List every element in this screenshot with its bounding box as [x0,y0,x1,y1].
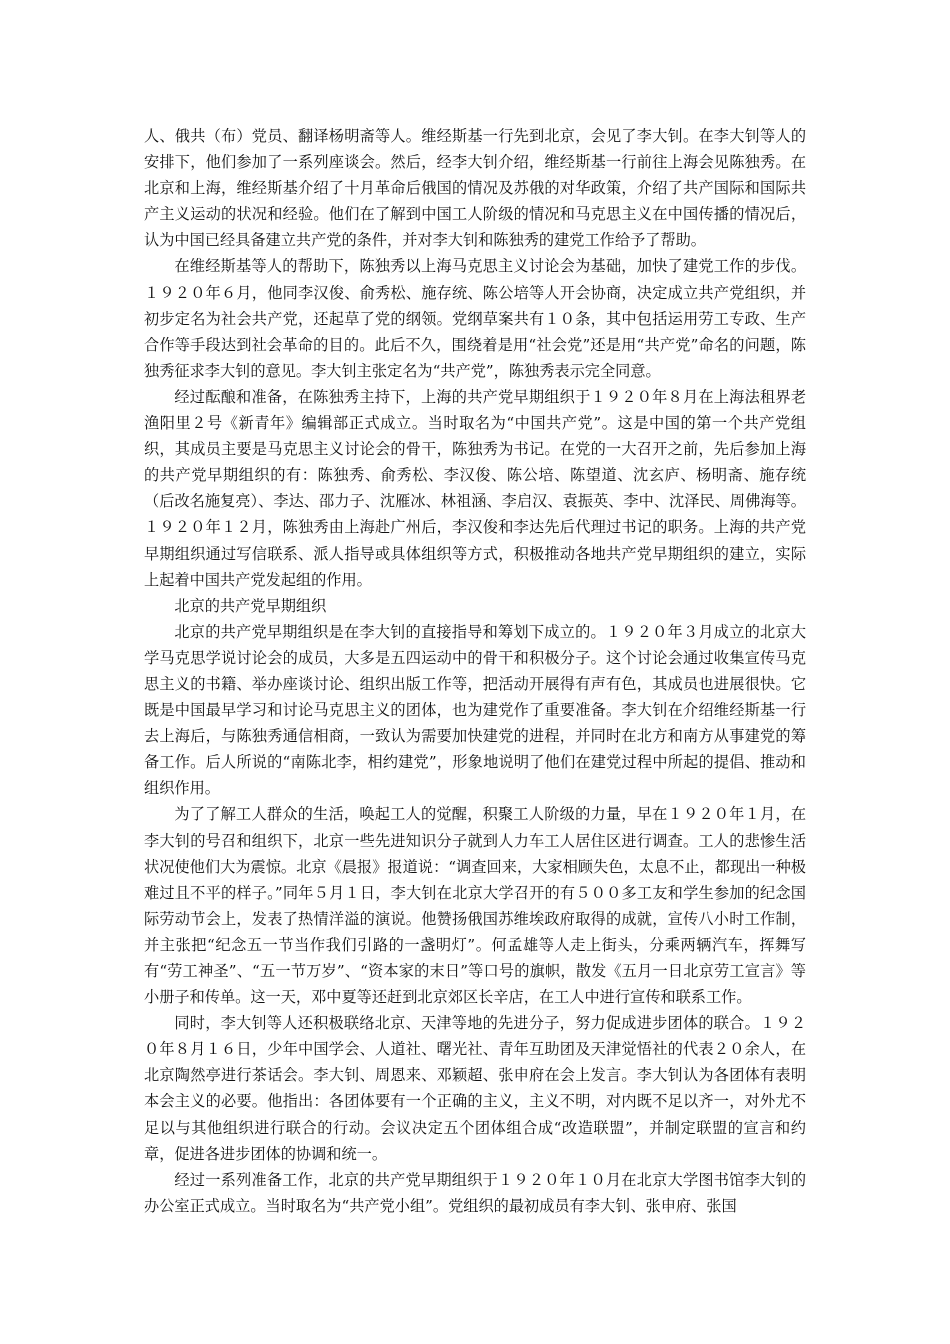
document-body [144,123,806,1219]
paragraph-5: 为了了解工人群众的生活，唤起工人的觉醒，积聚工人阶级的力量，早在１９２０年１月，在李大钊的号召和组织下，北京一些先进知识分子就到人力车工人居住区进行调查。工人的悲惨生活状况使他们大为震惊。北京《晨报》报道说：“调查回来，大家相顾失色，太息不止，都现出一种极难过且不平的样子。”同年５月１日，李大钊在北京大学召开的有５００多工友和学生参加的纪念国际劳动节会上，发表了热情洋溢的演说。他赞扬俄国苏维埃政府取得的成就，宣传八小时工作制，并主张把“纪念五一节当作我们引路的一盏明灯”。何孟雄等人走上街头，分乘两辆汽车，挥舞写有“劳工神圣”、“五一节万岁”、“资本家的末日”等口号的旗帜，散发《五月一日北京劳工宣言》等小册子和传单。这一天，邓中夏等还赶到北京郊区长辛店，在工人中进行宣传和联系工作。 [144,805,806,1007]
paragraph-2: 在维经斯基等人的帮助下，陈独秀以上海马克思主义讨论会为基础，加快了建党工作的步伐。１９２０年６月，他同李汉俊、俞秀松、施存统、陈公培等人开会协商，决定成立共产党组织，并初步定名为社会共产党，还起草了党的纲领。党纲草案共有１０条，其中包括运用劳工专政、生产合作等手段达到社会革命的目的。此后不久，围绕着是用“社会党”还是用“共产党”命名的问题，陈独秀征求李大钊的意见。李大钊主张定名为“共产党”，陈独秀表示完全同意。 [144,257,806,380]
paragraph-6: 同时，李大钊等人还积极联络北京、天津等地的先进分子，努力促成进步团体的联合。１９２０年８月１６日，少年中国学会、人道社、曙光社、青年互助团及天津觉悟社的代表２０余人，在北京陶然亭进行茶话会。李大钊、周恩来、邓颖超、张申府在会上发言。李大钊认为各团体有表明本会主义的必要。他指出：各团体要有一个正确的主义，主义不明，对内既不足以齐一，对外尤不足以与其他组织进行联合的行动。会议决定五个团体组合成“改造联盟”，并制定联盟的宣言和约章，促进各进步团体的协调和统一。 [144,1014,806,1163]
paragraph-7: 经过一系列准备工作，北京的共产党早期组织于１９２０年１０月在北京大学图书馆李大钊的办公室正式成立。当时取名为“共产党小组”。党组织的最初成员有李大钊、张申府、张国 [144,1170,806,1215]
paragraph-4: 北京的共产党早期组织是在李大钊的直接指导和筹划下成立的。１９２０年３月成立的北京大学马克思学说讨论会的成员，大多是五四运动中的骨干和积极分子。这个讨论会通过收集宣传马克思主义的书籍、举办座谈讨论、组织出版工作等，把活动开展得有声有色，其成员也进展很快。它既是中国最早学习和讨论马克思主义的团体，也为建党作了重要准备。李大钊在介绍维经斯基一行去上海后，与陈独秀通信相商，一致认为需要加快建党的进程，并同时在北方和南方从事建党的筹备工作。后人所说的“南陈北李，相约建党”，形象地说明了他们在建党过程中所起的提倡、推动和组织作用。 [144,622,806,798]
paragraph-3: 经过酝酿和准备，在陈独秀主持下，上海的共产党早期组织于１９２０年８月在上海法租界老渔阳里２号《新青年》编辑部正式成立。当时取名为“中国共产党”。这是中国的第一个共产党组织，其成员主要是马克思主义讨论会的骨干，陈独秀为书记。在党的一大召开之前，先后参加上海的共产党早期组织的有：陈独秀、俞秀松、李汉俊、陈公培、陈望道、沈玄庐、杨明斋、施存统（后改名施复亮）、李达、邵力子、沈雁冰、林祖涵、李启汉、袁振英、李中、沈泽民、周佛海等。１９２０年１２月，陈独秀由上海赴广州后，李汉俊和李达先后代理过书记的职务。上海的共产党早期组织通过写信联系、派人指导或具体组织等方式，积极推动各地共产党早期组织的建立，实际上起着中国共产党发起组的作用。 [144,387,806,589]
paragraph-1: 人、俄共（布）党员、翻译杨明斋等人。维经斯基一行先到北京，会见了李大钊。在李大钊等人的安排下，他们参加了一系列座谈会。然后，经李大钊介绍，维经斯基一行前往上海会见陈独秀。在北京和上海，维经斯基介绍了十月革命后俄国的情况及苏俄的对华政策，介绍了共产国际和国际共产主义运动的状况和经验。他们在了解到中国工人阶级的情况和马克思主义在中国传播的情况后，认为中国已经具备建立共产党的条件，并对李大钊和陈独秀的建党工作给予了帮助。 [144,127,806,250]
section-heading-beijing: 北京的共产党早期组织 [174,596,327,615]
